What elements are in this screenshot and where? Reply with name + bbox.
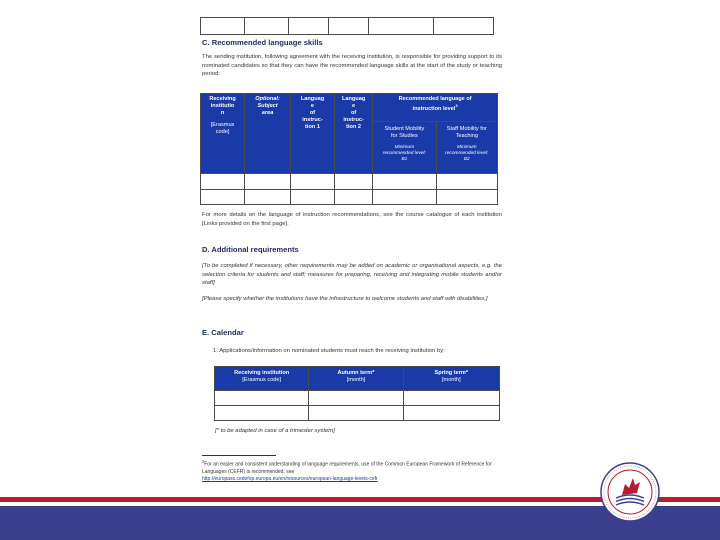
table-cell: [201, 18, 245, 35]
header-subject-area: Optional: Subject area: [245, 94, 291, 174]
header-autumn-term: Autumn term* [month]: [309, 367, 403, 391]
table-header-row: [215, 367, 500, 391]
section-d-heading: D. Additional requirements: [202, 245, 299, 254]
header-spring-term: Spring term* [month]: [403, 367, 499, 391]
table-cell: [328, 18, 368, 35]
table-cell: [309, 406, 403, 421]
header-receiving-institution: Receiving institution [Erasmus code]: [215, 367, 309, 391]
calendar-table: [214, 366, 500, 421]
table-row: [215, 406, 500, 421]
cefr-link[interactable]: http://europass.cedefop.europa.eu/en/resources/european-language-levels-cefr: [202, 476, 378, 483]
table-cell: [436, 174, 497, 190]
table-cell: [201, 174, 245, 190]
table-cell: [245, 174, 291, 190]
table-cell: [334, 190, 372, 205]
table-header-row: [201, 94, 498, 122]
top-table: [200, 17, 494, 35]
header-recommended-level: Recommended language of instruction level$^3$: [373, 94, 498, 122]
language-skills-table: [200, 93, 498, 205]
calendar-item-1: 1. Applications/information on nominated students must reach the receiving institution by:: [213, 348, 445, 354]
table-row: [201, 174, 498, 190]
table-cell: [215, 391, 309, 406]
table-cell: [309, 391, 403, 406]
table-cell: [368, 18, 433, 35]
table-cell: [291, 190, 335, 205]
table-cell: [291, 174, 335, 190]
header-language-1: Languag e of instruc- tion 1: [291, 94, 335, 174]
table-cell: [403, 406, 499, 421]
table-cell: [373, 174, 436, 190]
table-cell: [436, 190, 497, 205]
header-language-2: Languag e of instruc- tion 2: [334, 94, 372, 174]
section-c-heading: C. Recommended language skills: [202, 38, 323, 47]
section-e-heading: E. Calendar: [202, 328, 244, 337]
footnote-text: $^3$For an easier and consistent understanding of language requirements, use of the Common European Framework of Reference for Languages (CEFR) is recommended, see http://europass.cedefop.europa.eu/en/resources/european-language-levels-cefr: [202, 459, 492, 483]
table-cell: [215, 406, 309, 421]
table-cell: [201, 190, 245, 205]
course-catalogue-note: For more details on the language of instruction recommendations, see the course catalogue of each institution [Links provided on the first page].: [202, 212, 502, 227]
table-row: [201, 18, 494, 35]
section-c-intro: The sending institution, following agreement with the receiving institution, is responsible for providing support to its nominated candidates so that they can have the recommended language skills at the start of the study or teaching period:: [202, 54, 502, 78]
table-cell: [434, 18, 494, 35]
header-student-mobility: Student Mobility for Studies Minimum recommended level: B1: [373, 122, 436, 174]
section-d-infrastructure: [Please specify whether the institutions have the infrastructure to welcome students and staff with disabilities.]: [202, 296, 488, 302]
section-d-requirements: [To be completed if necessary, other requirements may be added on academic or organisational aspects, e.g. the selection criteria for students and staff; measures for preparing, receiving and integrating mobile students and/or staff]: [202, 263, 502, 287]
table-cell: [245, 190, 291, 205]
header-receiving-institution: Receiving institutio n [Erasmus code]: [201, 94, 245, 174]
trimester-note: [* to be adapted in case of a trimester system]: [215, 428, 335, 434]
table-cell: [403, 391, 499, 406]
header-staff-mobility: Staff Mobility for Teaching Minimum recommended level: B2: [436, 122, 497, 174]
footnote-rule: [202, 455, 276, 456]
document-page: [196, 14, 504, 492]
university-seal-icon: [600, 462, 660, 522]
table-cell: [334, 174, 372, 190]
table-cell: [244, 18, 288, 35]
table-row: [215, 391, 500, 406]
table-cell: [373, 190, 436, 205]
table-cell: [288, 18, 328, 35]
table-row: [201, 190, 498, 205]
